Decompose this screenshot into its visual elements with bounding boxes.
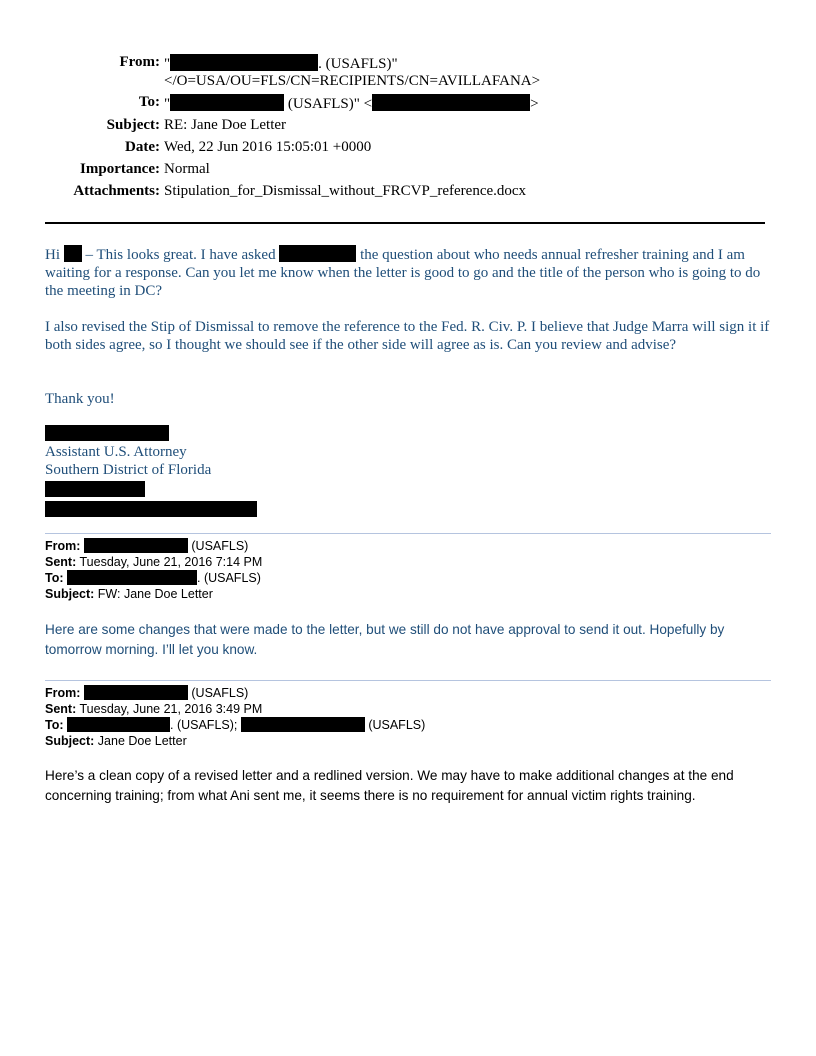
subject-label: Subject: bbox=[106, 117, 160, 133]
message-divider bbox=[45, 680, 771, 681]
subject-value: RE: Jane Doe Letter bbox=[164, 117, 287, 133]
fwd-sent-line: Sent: Tuesday, June 21, 2016 7:14 PM bbox=[45, 555, 263, 569]
fwd-to-line: To: . (USAFLS); (USAFLS) bbox=[45, 718, 426, 732]
redaction-box bbox=[84, 538, 188, 553]
fwd-from-line: From: (USAFLS) bbox=[45, 539, 249, 553]
redaction-box bbox=[67, 717, 170, 732]
date-value: Wed, 22 Jun 2016 15:05:01 +0000 bbox=[164, 139, 372, 155]
forward-header-1 bbox=[45, 538, 262, 602]
redaction-box bbox=[45, 425, 169, 441]
email-header bbox=[0, 54, 816, 204]
forward-body-2: Here’s a clean copy of a revised letter and a redlined version. We may have to make additional changes at the end concerning training; from what Ani sent me, it seems there is no requirement for annual victim rights training. bbox=[45, 768, 734, 803]
redaction-box bbox=[67, 570, 197, 585]
to-label: To: bbox=[138, 94, 160, 110]
message-body bbox=[45, 245, 770, 300]
fwd-to-line: To: . (USAFLS) bbox=[45, 571, 261, 585]
date-label: Date: bbox=[125, 139, 160, 155]
redaction-box bbox=[279, 245, 356, 262]
header-divider bbox=[45, 222, 765, 224]
forward-header-2 bbox=[45, 685, 425, 749]
redaction-box bbox=[45, 481, 145, 497]
importance-value: Normal bbox=[164, 161, 210, 177]
message-body bbox=[45, 318, 770, 354]
redaction-box bbox=[45, 501, 257, 517]
redaction-box bbox=[84, 685, 188, 700]
fwd-subject-line: Subject: Jane Doe Letter bbox=[45, 734, 187, 748]
signature-title: Assistant U.S. Attorney bbox=[45, 444, 187, 460]
attachment-link[interactable]: Stipulation_for_Dismissal_without_FRCVP_reference.docx bbox=[164, 183, 527, 199]
to-value: " (USAFLS)" < > bbox=[164, 96, 539, 112]
redaction-box bbox=[170, 94, 284, 111]
signature-office: Southern District of Florida bbox=[45, 462, 212, 478]
fwd-from-line: From: (USAFLS) bbox=[45, 686, 249, 700]
signature-block bbox=[45, 425, 345, 517]
from-value: " . (USAFLS)" bbox=[164, 56, 398, 72]
message-divider bbox=[45, 533, 771, 534]
redaction-box bbox=[372, 94, 530, 111]
redaction-box bbox=[170, 54, 318, 71]
paragraph-2: I also revised the Stip of Dismissal to remove the reference to the Fed. R. Civ. P. I believe that Judge Marra will sign it if both sides agree, so I thought we should see if the other side will agree as is. Can you review and advise? bbox=[45, 319, 770, 353]
fwd-subject-line: Subject: FW: Jane Doe Letter bbox=[45, 587, 213, 601]
importance-label: Importance: bbox=[80, 161, 160, 177]
paragraph-1: Hi – This looks great. I have asked the question about who needs annual refresher training and I am waiting for a response. Can you let me know when the letter is good to go and the title of the person who is going to do the meeting in DC? bbox=[45, 247, 761, 299]
redaction-box bbox=[64, 245, 82, 262]
redaction-box bbox=[241, 717, 365, 732]
fwd-sent-line: Sent: Tuesday, June 21, 2016 3:49 PM bbox=[45, 702, 263, 716]
forward-body-1: Here are some changes that were made to the letter, but we still do not have approval to send it out. Hopefully by tomorrow morning. I’ll let you know. bbox=[45, 622, 725, 657]
attachments-label: Attachments: bbox=[73, 183, 160, 199]
from-label: From: bbox=[119, 54, 160, 70]
paragraph-3: Thank you! bbox=[45, 391, 115, 407]
message-body bbox=[45, 390, 770, 408]
from-address: </O=USA/OU=FLS/CN=RECIPIENTS/CN=AVILLAFANA> bbox=[164, 73, 541, 89]
